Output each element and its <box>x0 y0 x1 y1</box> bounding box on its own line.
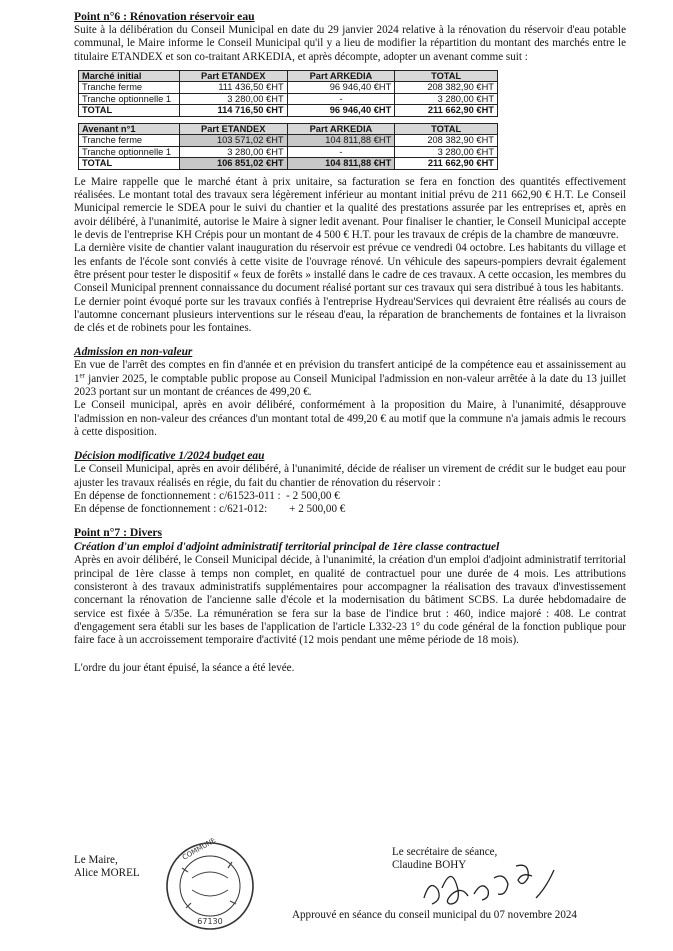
table-cell: Tranche ferme <box>79 82 180 94</box>
point6-para3: Le dernier point évoqué porte sur les travaux confiés à l'entreprise Hydreau'Services qui devraient être réalisés au cours de l'automne concernant plusieurs interventions sur le réseau d'eau, la réparation de branchements de fontaines et la livraison de clés et de robinets pour les fontaines. <box>74 295 626 335</box>
table-cell: 104 811,88 €HT <box>287 158 395 170</box>
table-row <box>79 93 498 105</box>
commune-stamp <box>162 838 258 939</box>
point6-para2: La dernière visite de chantier valant inauguration du réservoir est prévue ce vendredi 04 octobre. Les habitants du village et les enfants de l'école sont conviés à cette visite de l'ouvrage rénové. Un véhicule des sapeurs-pompiers devrait également être présent pour tester le dispositif « feux de forêts » installé dans le cadre de ces travaux. A cette occasion, les membres du Conseil Municipal prennent connaissance du document réalisé portant sur ces travaux qui sera distribué à tous les habitants. <box>74 242 626 295</box>
table-cell: 96 946,40 €HT <box>287 82 395 94</box>
point7-title: Point n°7 : Divers <box>74 526 163 540</box>
table-header-cell: Avenant n°1 <box>79 123 180 135</box>
admission-para2: Le Conseil municipal, après en avoir délibéré, conformément à la proposition du Maire, à l'unanimité, désapprouve l'admission en non-valeur des créances d'un montant total de 499,20 € au motif que la commune n'a jamais admis le recours à cette disposition. <box>74 399 626 438</box>
table-avenant <box>78 123 498 170</box>
table-cell: - <box>287 146 395 158</box>
table-row <box>79 135 498 147</box>
table-cell: Tranche ferme <box>79 135 180 147</box>
table-cell: 3 280,00 €HT <box>179 146 287 158</box>
table-header-row <box>79 70 498 82</box>
decision-line-1: En dépense de fonctionnement : c/61523-011 : - 2 500,00 € <box>74 489 340 502</box>
admission-title: Admission en non-valeur <box>74 346 193 359</box>
svg-text:67130: 67130 <box>197 917 223 926</box>
table-row <box>79 82 498 94</box>
table-marche-initial <box>78 70 498 117</box>
table-cell: 208 382,90 €HT <box>395 135 498 147</box>
table-header-cell: Part ARKEDIA <box>287 70 395 82</box>
table-header-row <box>79 123 498 135</box>
table-header-cell: Marché initial <box>79 70 180 82</box>
table-cell: TOTAL <box>79 158 180 170</box>
point6-title: Point n°6 : Rénovation réservoir eau <box>74 10 255 23</box>
point6-intro: Suite à la délibération du Conseil Municipal en date du 29 janvier 2024 relative à la rénovation du réservoir d'eau potable communal, le Maire informe le Conseil Municipal qu'il y a lieu de modifier la répartition du montant des marchés entre le titulaire ETANDEX et son co-traitant ARKEDIA, et après décompte, adopter un avenant comme suit : <box>74 24 626 63</box>
stamp-seal-icon <box>162 838 258 934</box>
point6-para1: Le Maire rappelle que le marché étant à prix unitaire, sa facturation se fera en fonction des quantités effectivement réalisées. Le montant total des travaux sera légèrement inférieur au montant initial prévu de 211 662,90 € H.T. Le Conseil Municipal remercie le SDEA pour le suivi du chantier et la qualité des prestations assurée par les entreprises et, après en avoir délibéré, à l'unanimité, autorise le Maire à signer ledit avenant. Pour finaliser le chantier, le Conseil Municipal accepte le devis de l'entreprise KH Crépis pour un montant de 4 500 € H.T. pour les travaux de crépis de la chambre de manœuvre. <box>74 175 626 242</box>
table-header-cell: Part ETANDEX <box>179 123 287 135</box>
table-cell: 96 946,40 €HT <box>287 105 395 117</box>
table-cell: 103 571,02 €HT <box>179 135 287 147</box>
maire-name: Alice MOREL <box>74 867 140 880</box>
table-cell: 111 436,50 €HT <box>179 82 287 94</box>
table-cell: 208 382,90 €HT <box>395 82 498 94</box>
table-cell: 3 280,00 €HT <box>395 146 498 158</box>
approval-line: Approuvé en séance du conseil municipal du 07 novembre 2024 <box>292 909 577 921</box>
decision-line-2: En dépense de fonctionnement : c/621-012: + 2 500,00 € <box>74 503 346 516</box>
admission-para1: En vue de l'arrêt des comptes en fin d'année et en prévision du transfert anticipé de la compétence eau et assainissement au 1er janvier 2025, le comptable public propose au Conseil Municipal l'admission en non-valeur arrêtée à la date du 13 juillet 2023 portant sur un montant de créances de 499,20 €. <box>74 359 626 399</box>
table-total-row <box>79 105 498 117</box>
point7-para: Après en avoir délibéré, le Conseil Municipal décide, à l'unanimité, la création d'un emploi d'adjoint administratif territorial principal de 1ère classe à temps non complet, en qualité de contractuel pour une durée de 4 mois. Les attributions consisteront à des travaux administratifs supplémentaires pour accompagner la réalisation des travaux d'investissement concernant la rénovation de l'ancienne salle d'école et la modernisation du bâtiment SCBS. La durée hebdomadaire de service est fixée à 5/35e. La rémunération se fera sur la base de l'indice brut : 460, indice majoré : 408. Le contrat d'engagement sera établi sur les bases de l'application de l'article L332-23 1° du code général de la fonction publique pour faire face à un accroissement temporaire d'activité (12 mois pendant une même période de 18 mois). <box>74 554 626 647</box>
table-header-cell: TOTAL <box>395 70 498 82</box>
table-cell: 3 280,00 €HT <box>179 93 287 105</box>
table-header-cell: Part ETANDEX <box>179 70 287 82</box>
maire-role: Le Maire, <box>74 854 118 866</box>
table-cell: 106 851,02 €HT <box>179 158 287 170</box>
decision-para: Le Conseil Municipal, après en avoir délibéré, à l'unanimité, décide de réaliser un virement de crédit sur le budget eau pour ajuster les travaux réalisés en régie, du fait du chantier de rénovation du réservoir : <box>74 463 626 489</box>
secretaire-role: Le secrétaire de séance, <box>392 846 498 858</box>
secretaire-name: Claudine BOHY <box>392 859 467 872</box>
table-cell: 114 716,50 €HT <box>179 105 287 117</box>
table-header-cell: TOTAL <box>395 123 498 135</box>
table-cell: Tranche optionnelle 1 <box>79 93 180 105</box>
svg-text:COMMUNE: COMMUNE <box>181 838 218 862</box>
table-cell: Tranche optionnelle 1 <box>79 146 180 158</box>
table-cell: 3 280,00 €HT <box>395 93 498 105</box>
table-header-cell: Part ARKEDIA <box>287 123 395 135</box>
table-total-row <box>79 158 498 170</box>
document-page <box>74 10 626 675</box>
table-cell: 211 662,90 €HT <box>395 158 498 170</box>
table-cell: 104 811,88 €HT <box>287 135 395 147</box>
decision-title: Décision modificative 1/2024 budget eau <box>74 450 265 463</box>
table-cell: TOTAL <box>79 105 180 117</box>
table-row <box>79 146 498 158</box>
table-cell: 211 662,90 €HT <box>395 105 498 117</box>
maire-signature-block <box>74 854 140 881</box>
point7-subtitle: Création d'un emploi d'adjoint administratif territorial principal de 1ère classe contractuel <box>74 541 500 554</box>
closing-text: L'ordre du jour étant épuisé, la séance a été levée. <box>74 661 295 674</box>
table-cell: - <box>287 93 395 105</box>
